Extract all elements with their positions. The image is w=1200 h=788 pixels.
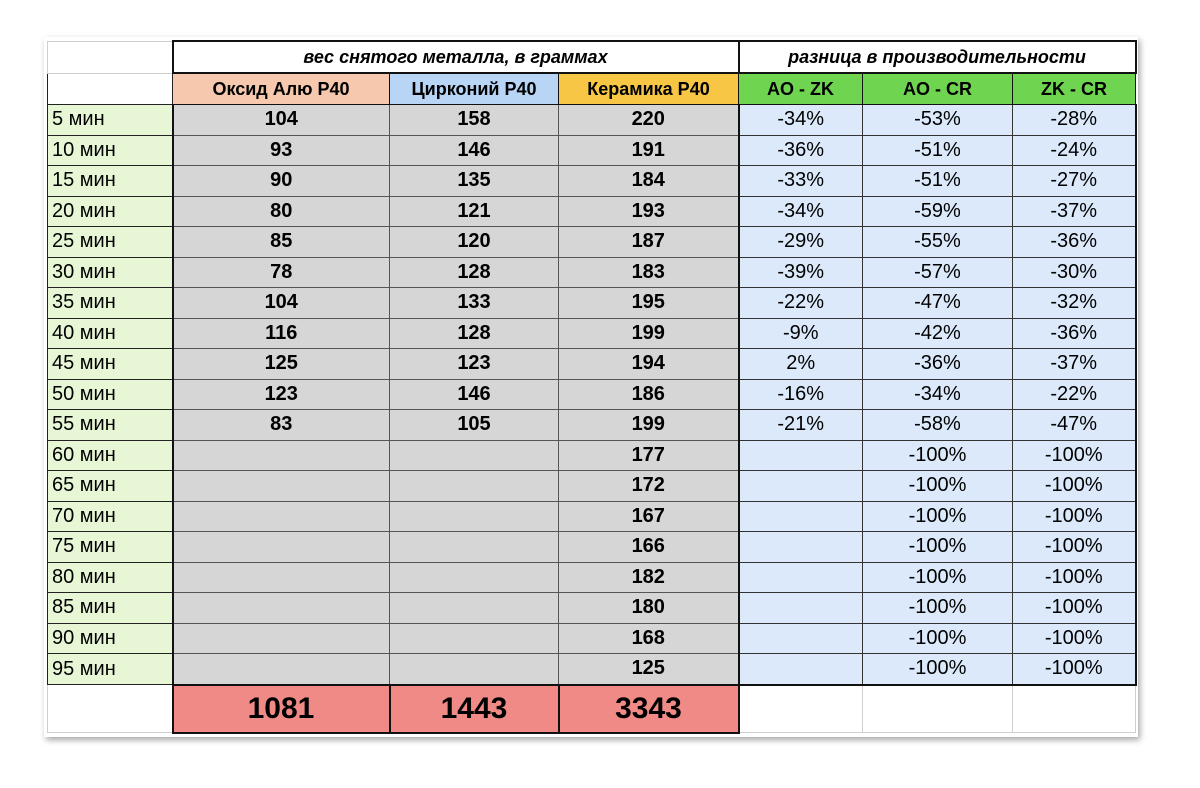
cell-ao-zk[interactable]: -33% bbox=[739, 166, 863, 197]
table-row bbox=[48, 379, 1136, 410]
header-ce[interactable]: Керамика Р40 bbox=[559, 73, 739, 105]
cell-alu[interactable] bbox=[173, 623, 390, 654]
row-label[interactable]: 5 мин bbox=[48, 105, 173, 136]
cell-ce[interactable]: 194 bbox=[559, 349, 739, 380]
cell-ao-cr[interactable]: -100% bbox=[863, 593, 1013, 624]
cell-zr[interactable]: 158 bbox=[390, 105, 559, 136]
cell-ce[interactable]: 180 bbox=[559, 593, 739, 624]
header-zr[interactable]: Цирконий Р40 bbox=[390, 73, 559, 105]
row-label[interactable]: 60 мин bbox=[48, 440, 173, 471]
row-label[interactable]: 25 мин bbox=[48, 227, 173, 258]
cell-zr[interactable]: 135 bbox=[390, 166, 559, 197]
cell-ao-cr[interactable]: -59% bbox=[863, 196, 1013, 227]
table-row bbox=[48, 288, 1136, 319]
header-corner-cell[interactable] bbox=[48, 73, 173, 105]
cell-zr[interactable]: 120 bbox=[390, 227, 559, 258]
cell-zr[interactable] bbox=[390, 440, 559, 471]
table-row bbox=[48, 623, 1136, 654]
cell-ao-cr[interactable]: -42% bbox=[863, 318, 1013, 349]
cell-alu[interactable]: 83 bbox=[173, 410, 390, 441]
cell-ao-zk[interactable]: -9% bbox=[739, 318, 863, 349]
cell-alu[interactable]: 90 bbox=[173, 166, 390, 197]
cell-zk-cr[interactable]: -100% bbox=[1013, 501, 1136, 532]
row-label[interactable]: 70 мин bbox=[48, 501, 173, 532]
cell-zk-cr[interactable]: -100% bbox=[1013, 471, 1136, 502]
cell-alu[interactable] bbox=[173, 654, 390, 685]
cell-ao-zk[interactable]: -34% bbox=[739, 105, 863, 136]
table-row bbox=[48, 135, 1136, 166]
table-row bbox=[48, 654, 1136, 685]
table-row bbox=[48, 532, 1136, 563]
title-row bbox=[48, 41, 1136, 73]
metal-weight-title[interactable]: вес снятого металла, в граммах bbox=[173, 41, 739, 73]
cell-ao-cr[interactable]: -53% bbox=[863, 105, 1013, 136]
cell-ce[interactable]: 199 bbox=[559, 410, 739, 441]
cell-ao-cr[interactable]: -55% bbox=[863, 227, 1013, 258]
cell-ao-cr[interactable]: -100% bbox=[863, 562, 1013, 593]
totals-empty-cell[interactable] bbox=[1013, 685, 1136, 733]
cell-zr[interactable]: 121 bbox=[390, 196, 559, 227]
table-row bbox=[48, 410, 1136, 441]
row-label[interactable]: 20 мин bbox=[48, 196, 173, 227]
cell-ao-zk[interactable] bbox=[739, 562, 863, 593]
table-row bbox=[48, 257, 1136, 288]
cell-alu[interactable]: 85 bbox=[173, 227, 390, 258]
cell-ce[interactable]: 167 bbox=[559, 501, 739, 532]
cell-ao-zk[interactable]: -39% bbox=[739, 257, 863, 288]
cell-ao-zk[interactable]: -34% bbox=[739, 196, 863, 227]
cell-zk-cr[interactable]: -100% bbox=[1013, 593, 1136, 624]
performance-diff-title[interactable]: разница в производительности bbox=[739, 41, 1136, 73]
spreadsheet bbox=[44, 37, 1138, 737]
cell-ao-zk[interactable] bbox=[739, 471, 863, 502]
cell-zk-cr[interactable]: -100% bbox=[1013, 532, 1136, 563]
cell-ao-cr[interactable]: -100% bbox=[863, 654, 1013, 685]
cell-zk-cr[interactable]: -100% bbox=[1013, 562, 1136, 593]
cell-alu[interactable]: 93 bbox=[173, 135, 390, 166]
cell-ce[interactable]: 187 bbox=[559, 227, 739, 258]
cell-ao-cr[interactable]: -100% bbox=[863, 623, 1013, 654]
cell-ce[interactable]: 186 bbox=[559, 379, 739, 410]
cell-alu[interactable] bbox=[173, 501, 390, 532]
row-label[interactable]: 10 мин bbox=[48, 135, 173, 166]
cell-ao-zk[interactable] bbox=[739, 654, 863, 685]
row-label[interactable]: 30 мин bbox=[48, 257, 173, 288]
cell-alu[interactable] bbox=[173, 593, 390, 624]
header-ao-zk[interactable]: AO - ZK bbox=[739, 73, 863, 105]
header-row bbox=[48, 73, 1136, 105]
row-label[interactable]: 50 мин bbox=[48, 379, 173, 410]
cell-alu[interactable] bbox=[173, 471, 390, 502]
table-row bbox=[48, 562, 1136, 593]
header-ao-cr[interactable]: AO - CR bbox=[863, 73, 1013, 105]
cell-ce[interactable]: 184 bbox=[559, 166, 739, 197]
row-label[interactable]: 55 мин bbox=[48, 410, 173, 441]
totals-label-cell[interactable] bbox=[48, 685, 173, 733]
row-label[interactable]: 35 мин bbox=[48, 288, 173, 319]
data-table bbox=[47, 40, 1137, 734]
totals-row bbox=[48, 685, 1136, 733]
cell-zk-cr[interactable]: -22% bbox=[1013, 379, 1136, 410]
cell-alu[interactable]: 80 bbox=[173, 196, 390, 227]
table-row bbox=[48, 166, 1136, 197]
cell-alu[interactable] bbox=[173, 532, 390, 563]
cell-zr[interactable]: 128 bbox=[390, 257, 559, 288]
cell-ce[interactable]: 183 bbox=[559, 257, 739, 288]
row-label[interactable]: 95 мин bbox=[48, 654, 173, 685]
cell-ao-cr[interactable]: -51% bbox=[863, 135, 1013, 166]
cell-ce[interactable]: 220 bbox=[559, 105, 739, 136]
cell-zk-cr[interactable]: -36% bbox=[1013, 318, 1136, 349]
cell-ao-zk[interactable]: -16% bbox=[739, 379, 863, 410]
table-row bbox=[48, 349, 1136, 380]
cell-zk-cr[interactable]: -30% bbox=[1013, 257, 1136, 288]
table-row bbox=[48, 471, 1136, 502]
cell-ao-zk[interactable]: 2% bbox=[739, 349, 863, 380]
cell-zr[interactable] bbox=[390, 623, 559, 654]
cell-alu[interactable]: 104 bbox=[173, 105, 390, 136]
cell-ce[interactable]: 195 bbox=[559, 288, 739, 319]
total-ce[interactable]: 3343 bbox=[559, 685, 739, 733]
header-alu[interactable]: Оксид Алю Р40 bbox=[173, 73, 390, 105]
cell-ao-cr[interactable]: -100% bbox=[863, 501, 1013, 532]
cell-ao-cr[interactable]: -58% bbox=[863, 410, 1013, 441]
cell-ao-zk[interactable] bbox=[739, 440, 863, 471]
cell-zr[interactable]: 105 bbox=[390, 410, 559, 441]
cell-ce[interactable]: 172 bbox=[559, 471, 739, 502]
cell-ao-zk[interactable]: -29% bbox=[739, 227, 863, 258]
cell-ao-cr[interactable]: -100% bbox=[863, 471, 1013, 502]
cell-alu[interactable] bbox=[173, 440, 390, 471]
cell-zr[interactable]: 128 bbox=[390, 318, 559, 349]
totals-empty-cell[interactable] bbox=[863, 685, 1013, 733]
cell-zr[interactable] bbox=[390, 501, 559, 532]
cell-zk-cr[interactable]: -32% bbox=[1013, 288, 1136, 319]
cell-ce[interactable]: 199 bbox=[559, 318, 739, 349]
cell-ce[interactable]: 177 bbox=[559, 440, 739, 471]
cell-zr[interactable] bbox=[390, 471, 559, 502]
row-label[interactable]: 90 мин bbox=[48, 623, 173, 654]
cell-ao-zk[interactable]: -22% bbox=[739, 288, 863, 319]
cell-ce[interactable]: 168 bbox=[559, 623, 739, 654]
row-label[interactable]: 80 мин bbox=[48, 562, 173, 593]
cell-alu[interactable]: 125 bbox=[173, 349, 390, 380]
cell-zk-cr[interactable]: -24% bbox=[1013, 135, 1136, 166]
cell-ao-cr[interactable]: -51% bbox=[863, 166, 1013, 197]
cell-ao-zk[interactable]: -21% bbox=[739, 410, 863, 441]
cell-ao-zk[interactable] bbox=[739, 501, 863, 532]
cell-alu[interactable]: 104 bbox=[173, 288, 390, 319]
cell-ao-cr[interactable]: -47% bbox=[863, 288, 1013, 319]
cell-zr[interactable] bbox=[390, 562, 559, 593]
cell-zr[interactable]: 123 bbox=[390, 349, 559, 380]
cell-zr[interactable] bbox=[390, 532, 559, 563]
cell-zr[interactable]: 146 bbox=[390, 379, 559, 410]
cell-ao-zk[interactable] bbox=[739, 593, 863, 624]
row-label[interactable]: 40 мин bbox=[48, 318, 173, 349]
totals-empty-cell[interactable] bbox=[739, 685, 863, 733]
cell-zk-cr[interactable]: -100% bbox=[1013, 440, 1136, 471]
cell-alu[interactable]: 116 bbox=[173, 318, 390, 349]
header-zk-cr[interactable]: ZK - CR bbox=[1013, 73, 1136, 105]
cell-zk-cr[interactable]: -27% bbox=[1013, 166, 1136, 197]
cell-ce[interactable]: 193 bbox=[559, 196, 739, 227]
row-label[interactable]: 75 мин bbox=[48, 532, 173, 563]
cell-ao-cr[interactable]: -34% bbox=[863, 379, 1013, 410]
cell-ao-cr[interactable]: -36% bbox=[863, 349, 1013, 380]
cell-ao-cr[interactable]: -57% bbox=[863, 257, 1013, 288]
table-row bbox=[48, 318, 1136, 349]
cell-zr[interactable] bbox=[390, 593, 559, 624]
row-label[interactable]: 45 мин bbox=[48, 349, 173, 380]
row-label[interactable]: 85 мин bbox=[48, 593, 173, 624]
cell-ce[interactable]: 125 bbox=[559, 654, 739, 685]
cell-ce[interactable]: 191 bbox=[559, 135, 739, 166]
table-row bbox=[48, 440, 1136, 471]
cell-zr[interactable]: 146 bbox=[390, 135, 559, 166]
row-label[interactable]: 65 мин bbox=[48, 471, 173, 502]
cell-zk-cr[interactable]: -100% bbox=[1013, 654, 1136, 685]
table-row bbox=[48, 196, 1136, 227]
total-alu[interactable]: 1081 bbox=[173, 685, 390, 733]
cell-zk-cr[interactable]: -37% bbox=[1013, 349, 1136, 380]
cell-zk-cr[interactable]: -36% bbox=[1013, 227, 1136, 258]
table-row bbox=[48, 105, 1136, 136]
cell-alu[interactable] bbox=[173, 562, 390, 593]
cell-ce[interactable]: 166 bbox=[559, 532, 739, 563]
cell-alu[interactable]: 78 bbox=[173, 257, 390, 288]
cell-ao-zk[interactable] bbox=[739, 532, 863, 563]
table-row bbox=[48, 227, 1136, 258]
table-row bbox=[48, 593, 1136, 624]
total-zr[interactable]: 1443 bbox=[390, 685, 559, 733]
cell-ao-zk[interactable]: -36% bbox=[739, 135, 863, 166]
table-row bbox=[48, 501, 1136, 532]
cell-alu[interactable]: 123 bbox=[173, 379, 390, 410]
row-label[interactable]: 15 мин bbox=[48, 166, 173, 197]
cell-ce[interactable]: 182 bbox=[559, 562, 739, 593]
cell-zr[interactable]: 133 bbox=[390, 288, 559, 319]
cell-zk-cr[interactable]: -100% bbox=[1013, 623, 1136, 654]
cell-zk-cr[interactable]: -28% bbox=[1013, 105, 1136, 136]
cell-zk-cr[interactable]: -47% bbox=[1013, 410, 1136, 441]
cell-ao-cr[interactable]: -100% bbox=[863, 532, 1013, 563]
cell-zk-cr[interactable]: -37% bbox=[1013, 196, 1136, 227]
cell-zr[interactable] bbox=[390, 654, 559, 685]
corner-cell[interactable] bbox=[48, 41, 173, 73]
cell-ao-zk[interactable] bbox=[739, 623, 863, 654]
cell-ao-cr[interactable]: -100% bbox=[863, 440, 1013, 471]
